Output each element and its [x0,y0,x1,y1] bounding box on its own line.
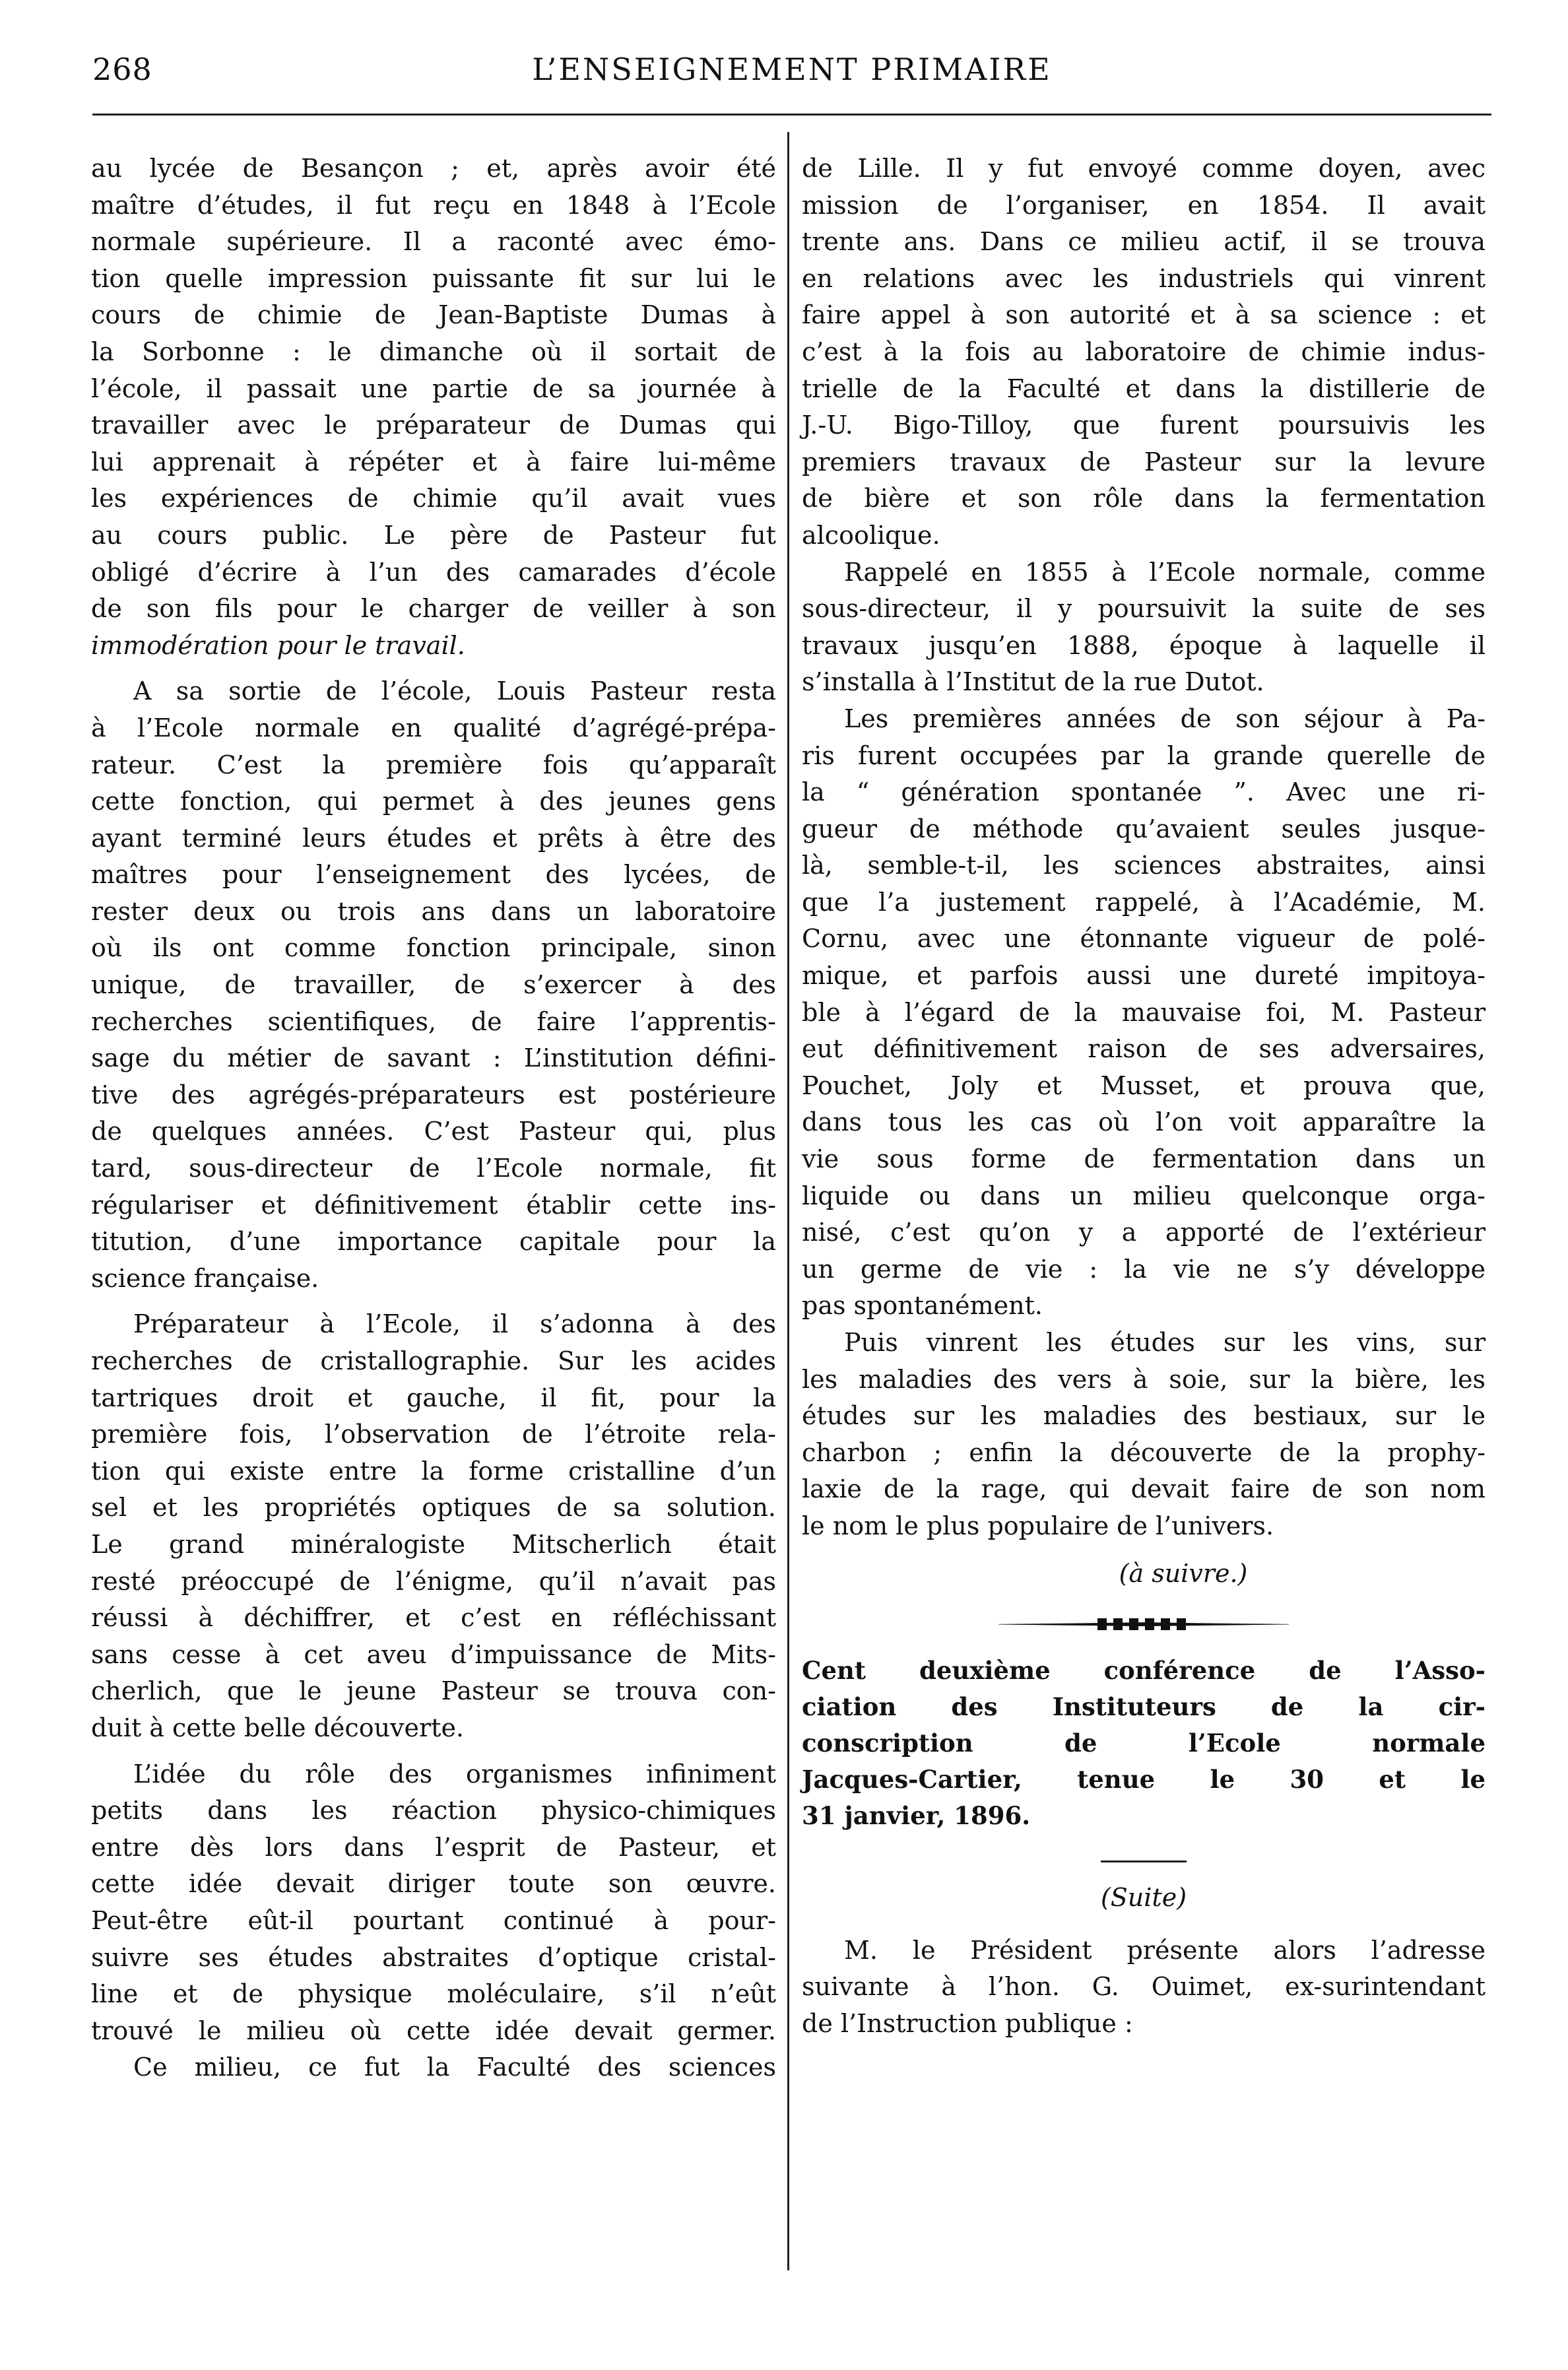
text-line: de bière et son rôle dans la fermentation [802,484,1486,513]
text-line: de son fils pour le charger de veiller à son [91,594,776,624]
text-line: ble à l’égard de la mauvaise foi, M. Pasteur [802,997,1486,1027]
paragraph [91,673,776,1297]
text-line: entre dès lors dans l’esprit de Pasteur, et [91,1832,776,1862]
page-number: 268 [92,51,152,87]
text-line: premiers travaux de Pasteur sur la levure [802,447,1486,477]
text-line: titution, d’une importance capitale pour la [91,1227,776,1257]
text-line: Ce milieu, ce fut la Faculté des sciences [133,2053,776,2082]
text-line: dans tous les cas où l’on voit apparaître la [802,1107,1486,1137]
text-line: unique, de travailler, de s’exercer à des [91,970,776,1000]
text-line: mique, et parfois aussi une dureté impitoya- [802,961,1486,991]
text-line: Les premières années de son séjour à Pa- [844,704,1486,733]
text-line: que l’a justement rappelé, à l’Académie, M. [802,887,1486,917]
text-line: suivante à l’hon. G. Ouimet, ex-surintendant [802,1972,1486,2002]
text-line: où ils ont comme fonction principale, sinon [91,933,776,963]
text-line: travaux jusqu’en 1888, époque à laquelle il [802,630,1486,660]
text-line: science française. [91,1263,319,1293]
text-line: gueur de méthode qu’avaient seules jusque- [802,814,1486,843]
text-line: trielle de la Faculté et dans la distillerie de [802,374,1486,403]
text-line: cette fonction, qui permet à des jeunes gens [91,787,776,816]
short-rule [1101,1860,1187,1862]
text-line: régulariser et définitivement établir cette ins- [91,1190,776,1220]
text-line: nisé, c’est qu’on y a apporté de l’extérieur [802,1218,1486,1247]
paragraph [91,1306,776,1746]
text-line: mission de l’organiser, en 1854. Il avait [802,190,1486,220]
text-line: A sa sortie de l’école, Louis Pasteur resta [133,676,776,706]
text-line: obligé d’écrire à l’un des camarades d’école [91,557,776,587]
text-line: la Sorbonne : le dimanche où il sortait de [91,337,776,366]
running-title: L’ENSEIGNEMENT PRIMAIRE [532,51,1052,87]
title-line: Jacques-Cartier, tenue le 30 et le [802,1765,1486,1794]
text-line: travailler avec le préparateur de Dumas qui [91,411,776,440]
text-line: là, semble-t-il, les sciences abstraites, ainsi [802,851,1486,880]
text-line: alcoolique. [802,520,940,550]
text-line: ris furent occupées par la grande querelle de [802,741,1486,770]
text-line: de quelques années. C’est Pasteur qui, plus [91,1117,776,1146]
text-line: J.-U. Bigo-Tilloy, que furent poursuivis les [802,411,1486,440]
text-line: tive des agrégés-préparateurs est postérieure [91,1080,776,1109]
title-line: 31 janvier, 1896. [802,1801,1031,1831]
text-line: études sur les maladies des bestiaux, sur le [802,1401,1486,1431]
text-line: Pouchet, Joly et Musset, et prouva que, [802,1070,1486,1100]
text-line: normale supérieure. Il a raconté avec émo- [91,227,776,257]
paragraph [802,1325,1486,1545]
text-line: recherches de cristallographie. Sur les acides [91,1346,776,1375]
text-line: en relations avec les industriels qui vinrent [802,263,1486,293]
text-line: un germe de vie : la vie ne s’y développe [802,1254,1486,1284]
paragraph [91,150,776,664]
text-line: cours de chimie de Jean-Baptiste Dumas à [91,300,776,330]
text-line: Préparateur à l’Ecole, il s’adonna à des [133,1309,776,1339]
text-line: au cours public. Le père de Pasteur fut [91,520,776,550]
ornament-divider [998,1612,1289,1638]
text-line: à l’Ecole normale en qualité d’agrégé-prépa- [91,713,776,742]
text-line: sous-directeur, il y poursuivit la suite de ses [802,594,1486,624]
text-line: rester deux ou trois ans dans un laboratoire [91,896,776,926]
page-header [92,51,1491,98]
text-line: Peut-être eût-il pourtant continué à pour- [91,1905,776,1935]
text-line: maîtres pour l’enseignement des lycées, de [91,860,776,890]
title-line: Cent deuxième conférence de l’Asso- [802,1656,1486,1686]
text-line: charbon ; enfin la découverte de la prophy- [802,1437,1486,1467]
text-line: faire appel à son autorité et à sa science : et [802,300,1486,330]
text-line: M. le Président présente alors l’adresse [844,1935,1486,1965]
text-line: lui apprenait à répéter et à faire lui-même [91,447,776,477]
text-line: sans cesse à cet aveu d’impuissance de Mits- [91,1639,776,1669]
suite-label: (Suite) [1100,1883,1187,1913]
section-title [802,1653,1486,1834]
paragraph [802,701,1486,1325]
text-line: c’est à la fois au laboratoire de chimie indus- [802,337,1486,366]
a-suivre-note: (à suivre.) [1119,1558,1248,1588]
text-line: tion qui existe entre la forme cristalline d’un [91,1456,776,1486]
text-line: vie sous forme de fermentation dans un [802,1144,1486,1174]
title-line: conscription de l’Ecole normale [802,1728,1486,1758]
paragraph [802,1932,1486,2043]
text-line: ayant terminé leurs études et prêts à être des [91,823,776,853]
text-line: cette idée devait diriger toute son œuvre. [91,1869,776,1899]
text-line: de l’Instruction publique : [802,2008,1133,2038]
text-line: au lycée de Besançon ; et, après avoir été [91,154,776,183]
text-line: immodération pour le travail. [91,630,465,660]
text-line: les expériences de chimie qu’il avait vues [91,484,776,513]
text-line: tartriques droit et gauche, il fit, pour la [91,1383,776,1412]
text-line: eut définitivement raison de ses adversaires, [802,1034,1486,1064]
text-line: recherches scientifiques, de faire l’apprentis- [91,1006,776,1036]
text-line: Cornu, avec une étonnante vigueur de polé- [802,924,1486,954]
text-line: pas spontanément. [802,1291,1043,1321]
text-line: s’installa à l’Institut de la rue Dutot. [802,667,1264,697]
text-line: line et de physique moléculaire, s’il n’eût [91,1979,776,2009]
paragraph [802,554,1486,701]
text-line: rateur. C’est la première fois qu’apparaît [91,750,776,779]
text-line: tion quelle impression puissante fit sur lui le [91,263,776,293]
text-line: duit à cette belle découverte. [91,1713,465,1742]
right-column [802,150,1486,2043]
text-line: l’école, il passait une partie de sa journée à [91,374,776,403]
text-line: Puis vinrent les études sur les vins, sur [844,1328,1486,1357]
text-line: Rappelé en 1855 à l’Ecole normale, comme [844,557,1486,587]
paragraph [91,1756,776,2086]
text-line: de Lille. Il y fut envoyé comme doyen, avec [802,154,1486,183]
text-line: sel et les propriétés optiques de sa solution. [91,1493,776,1523]
text-line: les maladies des vers à soie, sur la bière, les [802,1364,1486,1394]
title-line: ciation des Instituteurs de la cir- [802,1692,1486,1722]
text-line: sage du métier de savant : L’institution défini- [91,1043,776,1073]
text-line: Le grand minéralogiste Mitscherlich était [91,1529,776,1559]
text-line: trouvé le milieu où cette idée devait germer. [91,2016,776,2045]
text-line: trente ans. Dans ce milieu actif, il se trouva [802,227,1486,257]
text-line: resté préoccupé de l’énigme, qu’il n’avait pas [91,1566,776,1596]
text-line: le nom le plus populaire de l’univers. [802,1511,1274,1540]
text-line: réussi à déchiffrer, et c’est en réfléchissant [91,1603,776,1633]
text-line: tard, sous-directeur de l’Ecole normale, fit [91,1154,776,1183]
text-line: première fois, l’observation de l’étroite rela- [91,1420,776,1449]
header-rule [92,114,1491,115]
text-line: liquide ou dans un milieu quelconque orga- [802,1181,1486,1210]
text-line: maître d’études, il fut reçu en 1848 à l’Ecole [91,190,776,220]
text-line: petits dans les réaction physico-chimiques [91,1796,776,1826]
text-line: la “ génération spontanée ”. Avec une ri- [802,777,1486,807]
left-column [91,150,776,2086]
text-line: cherlich, que le jeune Pasteur se trouva con- [91,1676,776,1706]
text-line: L’idée du rôle des organismes infiniment [133,1759,776,1789]
paragraph [802,150,1486,554]
ornament-dots [1097,1618,1190,1630]
text-line: suivre ses études abstraites d’optique cristal- [91,1942,776,1972]
text-line: laxie de la rage, qui devait faire de son nom [802,1474,1486,1504]
column-divider [787,132,789,2270]
